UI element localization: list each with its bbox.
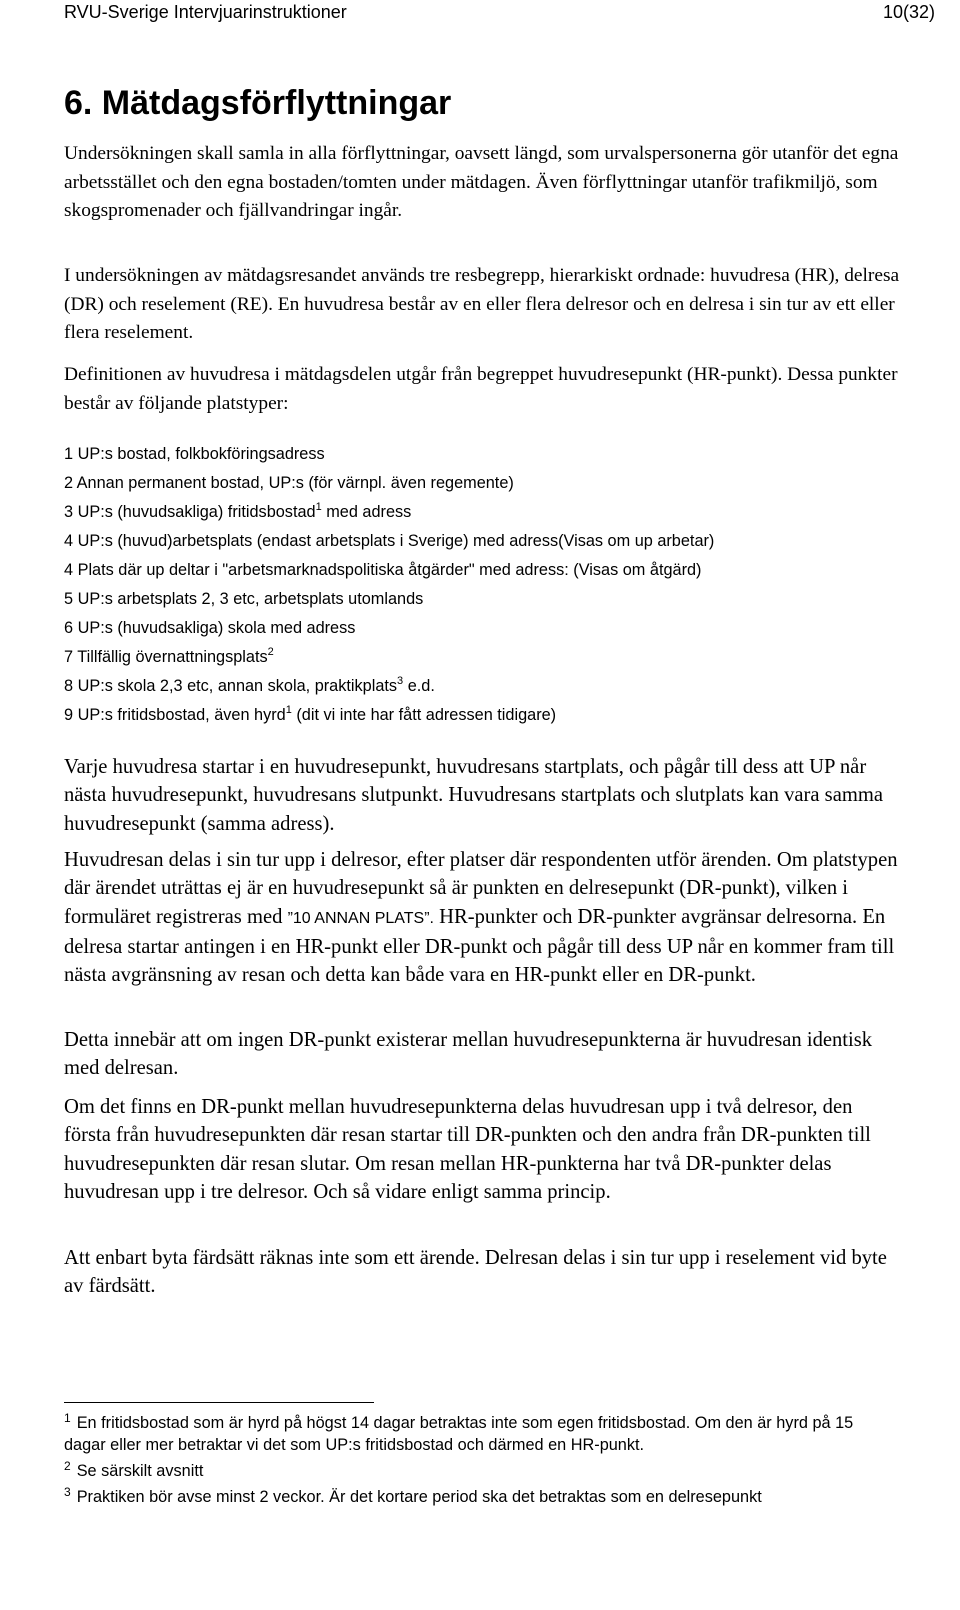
section-title: 6. Mätdagsförflyttningar	[64, 84, 452, 122]
footnote-ref: 2	[267, 646, 274, 658]
code-label: ”10 ANNAN PLATS”.	[287, 909, 434, 927]
list-item: 9 UP:s fritidsbostad, även hyrd$^1$ (dit vi inte har fått adressen tidigare)	[64, 704, 557, 724]
list-item: 2 Annan permanent bostad, UP:s (för värnpl. även regemente)	[64, 474, 514, 492]
footnote-ref: 3	[397, 675, 404, 687]
list-item: 7 Tillfällig övernattningsplats$^2$	[64, 646, 274, 666]
footnote-number: 3	[64, 1485, 71, 1499]
body-paragraph-4: Om det finns en DR-punkt mellan huvudresepunkterna delas huvudresan upp i två delresor, den första från huvudresepunkten där resan startar till DR-punkten och den andra från DR-punkten till huvudresepunkten där resan slutar. Om resan mellan HR-punkterna har två DR-punkter delas huvudresan upp i tre delresor. Och så vidare enligt samma princip.	[64, 1096, 871, 1203]
footnote-number: 2	[64, 1459, 71, 1473]
body-paragraph-2: Huvudresan delas i sin tur upp i delresor, efter platser där respondenten utför ärenden. Om platstypen där ärendet uträttas ej är en huvudresepunkt så är punkten en delresepunkt (DR-punkt), vilken i formuläret registreras med ”10 ANNAN PLATS”. HR-punkter och DR-punkter avgränsar delresorna. En delresa startar antingen i en HR-punkt eller DR-punkt och pågår till dess UP når en kommer fram till nästa avgränsning av resan och detta kan både vara en HR-punkt eller en DR-punkt.	[64, 849, 898, 987]
list-item: 3 UP:s (huvudsakliga) fritidsbostad$^1$ med adress	[64, 501, 412, 521]
place-type-list	[64, 440, 924, 730]
body-paragraph-3: Detta innebär att om ingen DR-punkt existerar mellan huvudresepunkterna är huvudresan identisk med delresan.	[64, 1029, 873, 1080]
page-header	[64, 0, 935, 24]
list-item: 8 UP:s skola 2,3 etc, annan skola, praktikplats$^3$ e.d.	[64, 675, 435, 695]
list-item: 1 UP:s bostad, folkbokföringsadress	[64, 445, 325, 463]
page-number: 10(32)	[882, 2, 935, 22]
footnotes	[64, 1412, 864, 1512]
intro-paragraph-3: Definitionen av huvudresa i mätdagsdelen utgår från begreppet huvudresepunkt (HR-punkt). Dessa punkter består av följande platstyper:	[64, 364, 898, 414]
footnote: $^1$ En fritidsbostad som är hyrd på högst 14 dagar betraktas inte som egen fritidsbostad. Om den är hyrd på 15 dagar eller mer betraktar vi det som UP:s fritidsbostad och därmed en HR-punkt.	[64, 1411, 854, 1454]
list-item: 4 Plats där up deltar i "arbetsmarknadspolitiska åtgärder" med adress: (Visas om åtgärd)	[64, 561, 702, 579]
footnote-number: 1	[64, 1411, 71, 1425]
body-paragraph-5: Att enbart byta färdsätt räknas inte som ett ärende. Delresan delas i sin tur upp i reselement vid byte av färdsätt.	[64, 1247, 887, 1298]
body-paragraph-1: Varje huvudresa startar i en huvudresepunkt, huvudresans startplats, och pågår till dess att UP når nästa huvudresepunkt, huvudresans slutpunkt. Huvudresans startplats och slutplats kan vara samma huvudresepunkt (samma adress).	[64, 756, 884, 835]
footnote-ref: 1	[285, 704, 292, 716]
list-item: 6 UP:s (huvudsakliga) skola med adress	[64, 619, 356, 637]
footnote-separator	[64, 1402, 374, 1403]
list-item: 5 UP:s arbetsplats 2, 3 etc, arbetsplats utomlands	[64, 590, 424, 608]
list-item: 4 UP:s (huvud)arbetsplats (endast arbetsplats i Sverige) med adress(Visas om up arbetar)	[64, 532, 715, 550]
intro-paragraph-1: Undersökningen skall samla in alla förflyttningar, oavsett längd, som urvalspersonerna gör utanför det egna arbetsstället och den egna bostaden/tomten under mätdagen. Även förflyttningar utanför trafikmiljö, som skogspromenader och fjällvandringar ingår.	[64, 143, 899, 221]
footnote: $^2$ Se särskilt avsnitt	[64, 1459, 204, 1480]
intro-paragraph-2: I undersökningen av mätdagsresandet används tre resbegrepp, hierarkiskt ordnade: huvudresa (HR), delresa (DR) och reselement (RE). En huvudresa består av en eller flera delresor och en delresa i sin tur av ett eller flera reselement.	[64, 265, 900, 343]
footnote: $^3$ Praktiken bör avse minst 2 veckor. Är det kortare period ska det betraktas som en delresepunkt	[64, 1485, 762, 1506]
footnote-ref: 1	[315, 501, 322, 513]
header-title: RVU-Sverige Intervjuarinstruktioner	[64, 2, 347, 22]
